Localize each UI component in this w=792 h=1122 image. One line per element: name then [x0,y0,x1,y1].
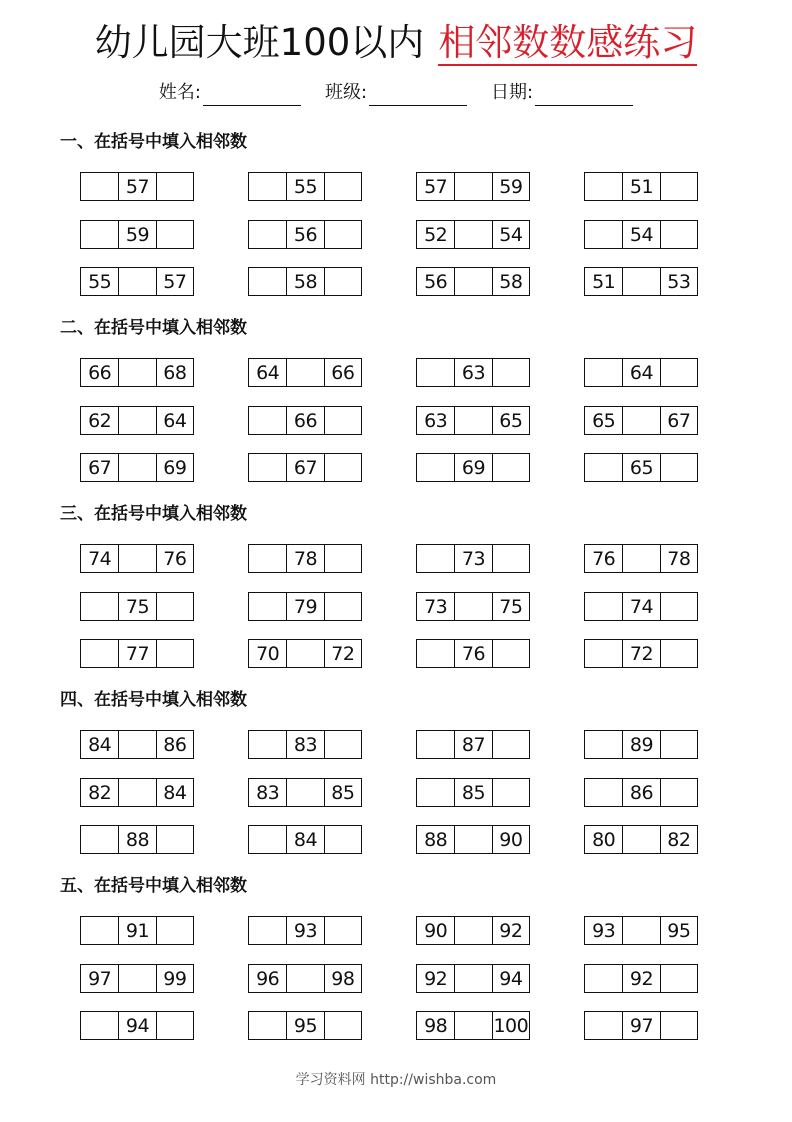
given-number: 85 [324,779,361,806]
number-box-group [416,825,530,854]
given-number: 63 [454,359,491,386]
given-number: 63 [424,409,448,432]
answer-box[interactable] [660,359,697,386]
answer-box[interactable] [249,826,286,853]
given-number: 69 [156,454,193,481]
number-box-group [584,916,698,945]
given-number: 97 [88,967,112,990]
given-number: 93 [592,919,616,942]
number-box-group [80,964,194,993]
answer-box[interactable] [454,965,491,992]
number-box-group [416,267,530,296]
number-box-group [80,916,194,945]
answer-box[interactable] [118,407,155,434]
number-box-group [80,825,194,854]
number-box-group [584,267,698,296]
answer-box[interactable] [249,173,286,200]
answer-box[interactable] [249,221,286,248]
given-number: 86 [622,779,659,806]
answer-box[interactable] [417,454,454,481]
title-highlight: 相邻数数感练习 [438,18,697,68]
given-number: 65 [592,409,616,432]
number-box-group [248,916,362,945]
number-box-group [80,1011,194,1040]
given-number: 53 [660,268,697,295]
class-field [325,80,467,106]
number-box-group [584,730,698,759]
answer-box[interactable] [286,965,323,992]
given-number: 92 [492,917,529,944]
answer-box[interactable] [324,407,361,434]
number-box-group [416,220,530,249]
answer-box[interactable] [492,640,529,667]
answer-box[interactable] [585,173,622,200]
number-box-group [416,730,530,759]
given-number: 92 [622,965,659,992]
date-label: 日期: [491,82,534,103]
number-box-group [584,406,698,435]
answer-box[interactable] [417,545,454,572]
footer-watermark: 学习资料网 http://wishba.com [295,1072,497,1088]
given-number: 59 [118,221,155,248]
number-box-group [416,172,530,201]
given-number: 64 [256,361,280,384]
number-box-group [248,220,362,249]
number-box-group [416,916,530,945]
given-number: 62 [88,409,112,432]
given-number: 51 [592,270,616,293]
given-number: 52 [424,223,448,246]
answer-box[interactable] [417,779,454,806]
number-box-group [80,358,194,387]
number-box-group [416,778,530,807]
given-number: 57 [424,175,448,198]
given-number: 98 [324,965,361,992]
answer-box[interactable] [81,1012,118,1039]
number-box-group [416,544,530,573]
number-box-group [80,406,194,435]
given-number: 54 [622,221,659,248]
given-number: 88 [118,826,155,853]
number-box-group [248,172,362,201]
answer-box[interactable] [81,593,118,620]
answer-box[interactable] [585,359,622,386]
answer-box[interactable] [492,779,529,806]
given-number: 74 [622,593,659,620]
given-number: 74 [88,547,112,570]
number-box-group [80,453,194,482]
name-field [159,80,301,106]
number-box-group [248,544,362,573]
given-number: 94 [492,965,529,992]
name-label: 姓名: [158,82,201,103]
answer-box[interactable] [324,173,361,200]
given-number: 66 [286,407,323,434]
answer-box[interactable] [492,731,529,758]
answer-box[interactable] [249,454,286,481]
answer-box[interactable] [622,917,659,944]
number-box-group [584,220,698,249]
answer-box[interactable] [324,545,361,572]
answer-box[interactable] [156,221,193,248]
student-info-row [0,80,792,106]
given-number: 90 [492,826,529,853]
answer-box[interactable] [660,779,697,806]
given-number: 92 [424,967,448,990]
answer-box[interactable] [417,640,454,667]
answer-box[interactable] [324,1012,361,1039]
answer-box[interactable] [622,268,659,295]
number-box-group [248,358,362,387]
number-box-group [584,592,698,621]
answer-box[interactable] [660,965,697,992]
given-number: 75 [492,593,529,620]
answer-box[interactable] [118,454,155,481]
answer-box[interactable] [324,593,361,620]
answer-box[interactable] [324,268,361,295]
given-number: 76 [592,547,616,570]
number-box-group [416,406,530,435]
number-box-group [80,220,194,249]
section-heading: 二、在括号中填入相邻数 [60,318,247,338]
number-box-group [80,172,194,201]
number-box-group [584,1011,698,1040]
number-box-group [248,406,362,435]
number-box-group [416,639,530,668]
given-number: 66 [88,361,112,384]
given-number: 67 [286,454,323,481]
given-number: 55 [286,173,323,200]
answer-box[interactable] [249,407,286,434]
answer-box[interactable] [585,593,622,620]
answer-box[interactable] [156,173,193,200]
answer-box[interactable] [81,173,118,200]
answer-box[interactable] [156,593,193,620]
answer-box[interactable] [81,917,118,944]
answer-box[interactable] [492,545,529,572]
given-number: 98 [424,1014,448,1037]
given-number: 95 [286,1012,323,1039]
answer-box[interactable] [660,173,697,200]
given-number: 94 [118,1012,155,1039]
answer-box[interactable] [324,917,361,944]
number-box-group [80,267,194,296]
class-label: 班级: [324,82,368,103]
answer-box[interactable] [660,731,697,758]
answer-box[interactable] [585,454,622,481]
number-box-group [248,592,362,621]
given-number: 58 [286,268,323,295]
answer-box[interactable] [454,593,491,620]
answer-box[interactable] [81,826,118,853]
answer-box[interactable] [286,359,323,386]
answer-box[interactable] [660,454,697,481]
answer-box[interactable] [156,826,193,853]
number-box-group [80,778,194,807]
number-box-group [248,453,362,482]
section-heading: 一、在括号中填入相邻数 [60,132,247,152]
given-number: 66 [324,359,361,386]
number-box-group [584,778,698,807]
answer-box[interactable] [249,731,286,758]
answer-box[interactable] [324,731,361,758]
page-title [0,18,792,68]
answer-box[interactable] [454,221,491,248]
number-box-group [584,453,698,482]
answer-box[interactable] [585,221,622,248]
given-number: 58 [492,268,529,295]
answer-box[interactable] [286,640,323,667]
given-number: 67 [88,456,112,479]
answer-box[interactable] [81,221,118,248]
answer-box[interactable] [622,407,659,434]
answer-box[interactable] [585,731,622,758]
number-box-group [416,358,530,387]
given-number: 87 [454,731,491,758]
answer-box[interactable] [585,965,622,992]
number-box-group [584,172,698,201]
answer-box[interactable] [249,545,286,572]
answer-box[interactable] [249,917,286,944]
answer-box[interactable] [118,545,155,572]
given-number: 77 [118,640,155,667]
given-number: 64 [622,359,659,386]
answer-box[interactable] [249,268,286,295]
given-number: 75 [118,593,155,620]
given-number: 76 [454,640,491,667]
given-number: 68 [156,359,193,386]
answer-box[interactable] [585,640,622,667]
given-number: 85 [454,779,491,806]
given-number: 89 [622,731,659,758]
answer-box[interactable] [118,779,155,806]
answer-box[interactable] [585,779,622,806]
given-number: 84 [88,733,112,756]
date-field [491,80,633,106]
given-number: 83 [256,781,280,804]
answer-box[interactable] [324,221,361,248]
number-box-group [80,592,194,621]
answer-box[interactable] [118,731,155,758]
number-box-group [80,730,194,759]
answer-box[interactable] [118,268,155,295]
name-blank[interactable] [203,85,301,106]
given-number: 57 [118,173,155,200]
number-box-group [248,825,362,854]
given-number: 83 [286,731,323,758]
answer-box[interactable] [454,173,491,200]
answer-box[interactable] [156,1012,193,1039]
number-box-group [584,825,698,854]
answer-box[interactable] [118,359,155,386]
number-box-group [416,964,530,993]
given-number: 79 [286,593,323,620]
number-box-group [248,778,362,807]
given-number: 76 [156,545,193,572]
answer-box[interactable] [454,1012,491,1039]
answer-box[interactable] [324,454,361,481]
answer-box[interactable] [156,917,193,944]
given-number: 86 [156,731,193,758]
given-number: 72 [324,640,361,667]
answer-box[interactable] [660,1012,697,1039]
section-heading: 五、在括号中填入相邻数 [60,876,247,896]
number-box-group [248,1011,362,1040]
answer-box[interactable] [249,1012,286,1039]
given-number: 82 [660,826,697,853]
given-number: 100 [492,1012,529,1039]
number-box-group [248,267,362,296]
given-number: 84 [286,826,323,853]
given-number: 54 [492,221,529,248]
given-number: 93 [286,917,323,944]
answer-box[interactable] [492,359,529,386]
number-box-group [416,1011,530,1040]
answer-box[interactable] [417,359,454,386]
date-blank[interactable] [535,85,633,106]
given-number: 97 [622,1012,659,1039]
given-number: 59 [492,173,529,200]
number-box-group [584,358,698,387]
given-number: 78 [286,545,323,572]
number-box-group [416,453,530,482]
class-blank[interactable] [369,85,467,106]
answer-box[interactable] [660,221,697,248]
given-number: 65 [622,454,659,481]
answer-box[interactable] [622,545,659,572]
title-main: 幼儿园大班100以内 [94,21,425,64]
given-number: 82 [88,781,112,804]
number-box-group [80,544,194,573]
given-number: 72 [622,640,659,667]
answer-box[interactable] [324,826,361,853]
given-number: 73 [454,545,491,572]
given-number: 78 [660,545,697,572]
given-number: 84 [156,779,193,806]
given-number: 64 [156,407,193,434]
answer-box[interactable] [454,826,491,853]
answer-box[interactable] [492,454,529,481]
given-number: 67 [660,407,697,434]
number-box-group [80,639,194,668]
answer-box[interactable] [81,640,118,667]
answer-box[interactable] [156,640,193,667]
given-number: 95 [660,917,697,944]
given-number: 99 [156,965,193,992]
given-number: 90 [424,919,448,942]
answer-box[interactable] [454,407,491,434]
given-number: 57 [156,268,193,295]
given-number: 91 [118,917,155,944]
number-box-group [584,639,698,668]
given-number: 51 [622,173,659,200]
number-box-group [248,639,362,668]
number-box-group [416,592,530,621]
answer-box[interactable] [454,917,491,944]
section-heading: 三、在括号中填入相邻数 [60,504,247,524]
answer-box[interactable] [622,826,659,853]
answer-box[interactable] [417,731,454,758]
given-number: 56 [424,270,448,293]
given-number: 73 [424,595,448,618]
answer-box[interactable] [286,779,323,806]
given-number: 70 [256,642,280,665]
answer-box[interactable] [249,593,286,620]
answer-box[interactable] [660,640,697,667]
number-box-group [584,544,698,573]
given-number: 65 [492,407,529,434]
given-number: 69 [454,454,491,481]
given-number: 96 [256,967,280,990]
answer-box[interactable] [454,268,491,295]
given-number: 55 [88,270,112,293]
number-box-group [584,964,698,993]
answer-box[interactable] [660,593,697,620]
answer-box[interactable] [118,965,155,992]
section-heading: 四、在括号中填入相邻数 [60,690,247,710]
given-number: 88 [424,828,448,851]
given-number: 56 [286,221,323,248]
number-box-group [248,964,362,993]
number-box-group [248,730,362,759]
answer-box[interactable] [585,1012,622,1039]
given-number: 80 [592,828,616,851]
